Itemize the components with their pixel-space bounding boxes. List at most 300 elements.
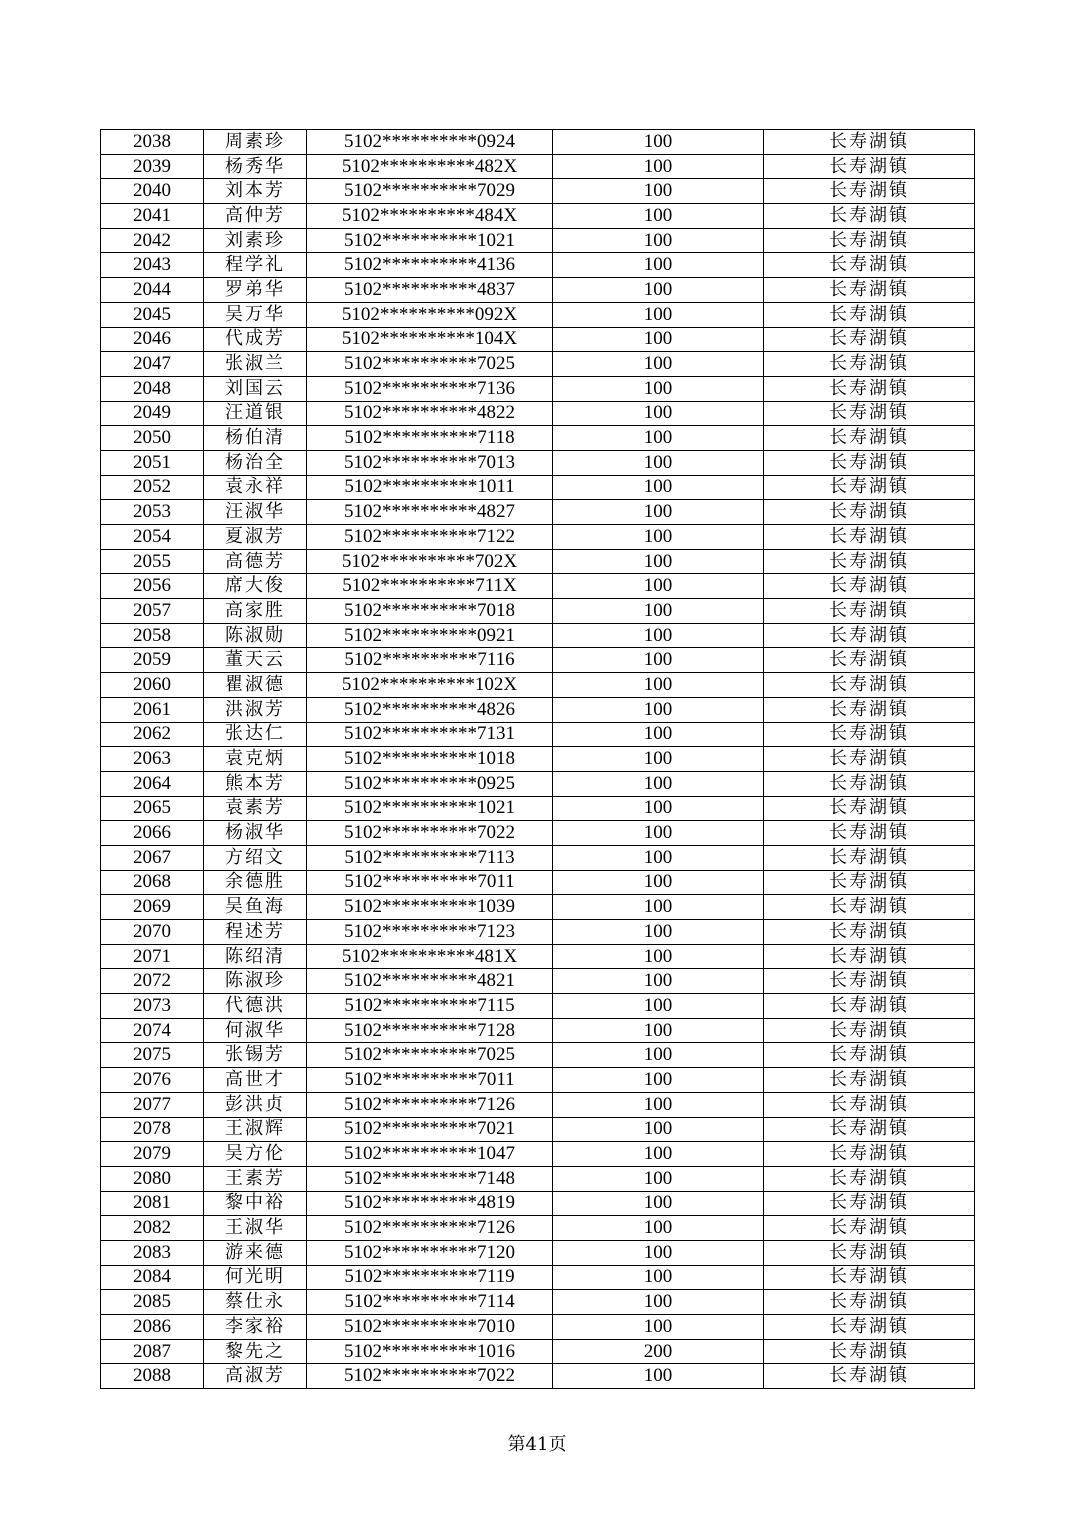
row-number-cell: 2065 bbox=[101, 796, 204, 821]
amount-cell: 100 bbox=[553, 450, 764, 475]
id-number-cell: 5102**********1018 bbox=[307, 747, 553, 772]
town-cell: 长寿湖镇 bbox=[764, 722, 975, 747]
id-number-cell: 5102**********0925 bbox=[307, 771, 553, 796]
amount-cell: 100 bbox=[553, 821, 764, 846]
row-number-cell: 2049 bbox=[101, 401, 204, 426]
amount-cell: 100 bbox=[553, 204, 764, 229]
table-row bbox=[101, 302, 975, 327]
table-row bbox=[101, 278, 975, 303]
table-row bbox=[101, 1068, 975, 1093]
name-cell: 吴万华 bbox=[204, 302, 307, 327]
row-number-cell: 2077 bbox=[101, 1092, 204, 1117]
name-cell: 代成芳 bbox=[204, 327, 307, 352]
id-number-cell: 5102**********7123 bbox=[307, 920, 553, 945]
amount-cell: 100 bbox=[553, 1142, 764, 1167]
town-cell: 长寿湖镇 bbox=[764, 549, 975, 574]
table-row bbox=[101, 648, 975, 673]
name-cell: 陈绍清 bbox=[204, 944, 307, 969]
row-number-cell: 2059 bbox=[101, 648, 204, 673]
row-number-cell: 2055 bbox=[101, 549, 204, 574]
roster-table-body bbox=[101, 130, 975, 1389]
table-row bbox=[101, 697, 975, 722]
row-number-cell: 2057 bbox=[101, 599, 204, 624]
row-number-cell: 2067 bbox=[101, 845, 204, 870]
row-number-cell: 2073 bbox=[101, 994, 204, 1019]
amount-cell: 100 bbox=[553, 1315, 764, 1340]
name-cell: 夏淑芳 bbox=[204, 525, 307, 550]
row-number-cell: 2075 bbox=[101, 1043, 204, 1068]
amount-cell: 100 bbox=[553, 599, 764, 624]
name-cell: 张锡芳 bbox=[204, 1043, 307, 1068]
id-number-cell: 5102**********7025 bbox=[307, 1043, 553, 1068]
row-number-cell: 2085 bbox=[101, 1290, 204, 1315]
amount-cell: 200 bbox=[553, 1339, 764, 1364]
row-number-cell: 2074 bbox=[101, 1018, 204, 1043]
table-row bbox=[101, 1364, 975, 1389]
table-row bbox=[101, 525, 975, 550]
table-row bbox=[101, 1142, 975, 1167]
amount-cell: 100 bbox=[553, 673, 764, 698]
amount-cell: 100 bbox=[553, 228, 764, 253]
town-cell: 长寿湖镇 bbox=[764, 1216, 975, 1241]
id-number-cell: 5102**********7122 bbox=[307, 525, 553, 550]
row-number-cell: 2058 bbox=[101, 623, 204, 648]
name-cell: 王淑辉 bbox=[204, 1117, 307, 1142]
town-cell: 长寿湖镇 bbox=[764, 1018, 975, 1043]
name-cell: 余德胜 bbox=[204, 870, 307, 895]
table-row bbox=[101, 969, 975, 994]
id-number-cell: 5102**********1021 bbox=[307, 796, 553, 821]
id-number-cell: 5102**********482X bbox=[307, 154, 553, 179]
table-row bbox=[101, 796, 975, 821]
row-number-cell: 2069 bbox=[101, 895, 204, 920]
row-number-cell: 2068 bbox=[101, 870, 204, 895]
town-cell: 长寿湖镇 bbox=[764, 697, 975, 722]
row-number-cell: 2038 bbox=[101, 130, 204, 155]
town-cell: 长寿湖镇 bbox=[764, 870, 975, 895]
id-number-cell: 5102**********4837 bbox=[307, 278, 553, 303]
name-cell: 高德芳 bbox=[204, 549, 307, 574]
town-cell: 长寿湖镇 bbox=[764, 327, 975, 352]
table-row bbox=[101, 549, 975, 574]
row-number-cell: 2061 bbox=[101, 697, 204, 722]
name-cell: 彭洪贞 bbox=[204, 1092, 307, 1117]
table-row bbox=[101, 426, 975, 451]
row-number-cell: 2045 bbox=[101, 302, 204, 327]
name-cell: 董天云 bbox=[204, 648, 307, 673]
amount-cell: 100 bbox=[553, 549, 764, 574]
name-cell: 杨淑华 bbox=[204, 821, 307, 846]
amount-cell: 100 bbox=[553, 845, 764, 870]
table-row bbox=[101, 821, 975, 846]
town-cell: 长寿湖镇 bbox=[764, 401, 975, 426]
amount-cell: 100 bbox=[553, 1043, 764, 1068]
town-cell: 长寿湖镇 bbox=[764, 475, 975, 500]
id-number-cell: 5102**********7120 bbox=[307, 1240, 553, 1265]
table-row bbox=[101, 722, 975, 747]
name-cell: 熊本芳 bbox=[204, 771, 307, 796]
table-row bbox=[101, 1166, 975, 1191]
row-number-cell: 2064 bbox=[101, 771, 204, 796]
row-number-cell: 2086 bbox=[101, 1315, 204, 1340]
name-cell: 刘国云 bbox=[204, 376, 307, 401]
row-number-cell: 2054 bbox=[101, 525, 204, 550]
table-row bbox=[101, 771, 975, 796]
amount-cell: 100 bbox=[553, 722, 764, 747]
town-cell: 长寿湖镇 bbox=[764, 1265, 975, 1290]
row-number-cell: 2083 bbox=[101, 1240, 204, 1265]
row-number-cell: 2051 bbox=[101, 450, 204, 475]
name-cell: 张淑兰 bbox=[204, 352, 307, 377]
amount-cell: 100 bbox=[553, 1191, 764, 1216]
name-cell: 李家裕 bbox=[204, 1315, 307, 1340]
row-number-cell: 2039 bbox=[101, 154, 204, 179]
id-number-cell: 5102**********4136 bbox=[307, 253, 553, 278]
id-number-cell: 5102**********7119 bbox=[307, 1265, 553, 1290]
town-cell: 长寿湖镇 bbox=[764, 1191, 975, 1216]
row-number-cell: 2079 bbox=[101, 1142, 204, 1167]
table-row bbox=[101, 130, 975, 155]
id-number-cell: 5102**********7136 bbox=[307, 376, 553, 401]
name-cell: 瞿淑德 bbox=[204, 673, 307, 698]
table-row bbox=[101, 870, 975, 895]
name-cell: 张达仁 bbox=[204, 722, 307, 747]
name-cell: 杨秀华 bbox=[204, 154, 307, 179]
name-cell: 袁永祥 bbox=[204, 475, 307, 500]
row-number-cell: 2041 bbox=[101, 204, 204, 229]
town-cell: 长寿湖镇 bbox=[764, 1166, 975, 1191]
amount-cell: 100 bbox=[553, 475, 764, 500]
id-number-cell: 5102**********7029 bbox=[307, 179, 553, 204]
table-row bbox=[101, 1018, 975, 1043]
town-cell: 长寿湖镇 bbox=[764, 352, 975, 377]
town-cell: 长寿湖镇 bbox=[764, 1142, 975, 1167]
amount-cell: 100 bbox=[553, 1166, 764, 1191]
amount-cell: 100 bbox=[553, 623, 764, 648]
town-cell: 长寿湖镇 bbox=[764, 1117, 975, 1142]
town-cell: 长寿湖镇 bbox=[764, 500, 975, 525]
id-number-cell: 5102**********7128 bbox=[307, 1018, 553, 1043]
amount-cell: 100 bbox=[553, 500, 764, 525]
table-row bbox=[101, 327, 975, 352]
row-number-cell: 2080 bbox=[101, 1166, 204, 1191]
town-cell: 长寿湖镇 bbox=[764, 747, 975, 772]
name-cell: 代德洪 bbox=[204, 994, 307, 1019]
table-row bbox=[101, 920, 975, 945]
name-cell: 黎中裕 bbox=[204, 1191, 307, 1216]
id-number-cell: 5102**********7022 bbox=[307, 1364, 553, 1389]
id-number-cell: 5102**********4819 bbox=[307, 1191, 553, 1216]
name-cell: 汪道银 bbox=[204, 401, 307, 426]
id-number-cell: 5102**********0921 bbox=[307, 623, 553, 648]
town-cell: 长寿湖镇 bbox=[764, 179, 975, 204]
amount-cell: 100 bbox=[553, 648, 764, 673]
name-cell: 杨伯清 bbox=[204, 426, 307, 451]
amount-cell: 100 bbox=[553, 327, 764, 352]
row-number-cell: 2044 bbox=[101, 278, 204, 303]
table-row bbox=[101, 1315, 975, 1340]
town-cell: 长寿湖镇 bbox=[764, 673, 975, 698]
row-number-cell: 2040 bbox=[101, 179, 204, 204]
table-row bbox=[101, 450, 975, 475]
id-number-cell: 5102**********7010 bbox=[307, 1315, 553, 1340]
roster-table bbox=[100, 129, 975, 1389]
table-row bbox=[101, 253, 975, 278]
row-number-cell: 2042 bbox=[101, 228, 204, 253]
id-number-cell: 5102**********4827 bbox=[307, 500, 553, 525]
name-cell: 王素芳 bbox=[204, 1166, 307, 1191]
name-cell: 刘本芳 bbox=[204, 179, 307, 204]
town-cell: 长寿湖镇 bbox=[764, 845, 975, 870]
amount-cell: 100 bbox=[553, 130, 764, 155]
table-row bbox=[101, 401, 975, 426]
id-number-cell: 5102**********7126 bbox=[307, 1092, 553, 1117]
town-cell: 长寿湖镇 bbox=[764, 1315, 975, 1340]
row-number-cell: 2046 bbox=[101, 327, 204, 352]
town-cell: 长寿湖镇 bbox=[764, 944, 975, 969]
amount-cell: 100 bbox=[553, 969, 764, 994]
town-cell: 长寿湖镇 bbox=[764, 1339, 975, 1364]
amount-cell: 100 bbox=[553, 1265, 764, 1290]
name-cell: 周素珍 bbox=[204, 130, 307, 155]
row-number-cell: 2070 bbox=[101, 920, 204, 945]
amount-cell: 100 bbox=[553, 352, 764, 377]
table-row bbox=[101, 376, 975, 401]
id-number-cell: 5102**********1021 bbox=[307, 228, 553, 253]
row-number-cell: 2063 bbox=[101, 747, 204, 772]
id-number-cell: 5102**********1039 bbox=[307, 895, 553, 920]
id-number-cell: 5102**********7148 bbox=[307, 1166, 553, 1191]
row-number-cell: 2060 bbox=[101, 673, 204, 698]
table-row bbox=[101, 475, 975, 500]
amount-cell: 100 bbox=[553, 426, 764, 451]
amount-cell: 100 bbox=[553, 1290, 764, 1315]
amount-cell: 100 bbox=[553, 525, 764, 550]
id-number-cell: 5102**********4826 bbox=[307, 697, 553, 722]
town-cell: 长寿湖镇 bbox=[764, 648, 975, 673]
name-cell: 蔡仕永 bbox=[204, 1290, 307, 1315]
table-row bbox=[101, 500, 975, 525]
name-cell: 袁克炳 bbox=[204, 747, 307, 772]
row-number-cell: 2047 bbox=[101, 352, 204, 377]
town-cell: 长寿湖镇 bbox=[764, 1364, 975, 1389]
row-number-cell: 2084 bbox=[101, 1265, 204, 1290]
row-number-cell: 2056 bbox=[101, 574, 204, 599]
table-row bbox=[101, 944, 975, 969]
id-number-cell: 5102**********1047 bbox=[307, 1142, 553, 1167]
table-row bbox=[101, 747, 975, 772]
name-cell: 程述芳 bbox=[204, 920, 307, 945]
table-row bbox=[101, 1191, 975, 1216]
id-number-cell: 5102**********7118 bbox=[307, 426, 553, 451]
amount-cell: 100 bbox=[553, 1092, 764, 1117]
id-number-cell: 5102**********7011 bbox=[307, 870, 553, 895]
town-cell: 长寿湖镇 bbox=[764, 426, 975, 451]
table-row bbox=[101, 179, 975, 204]
row-number-cell: 2071 bbox=[101, 944, 204, 969]
name-cell: 刘素珍 bbox=[204, 228, 307, 253]
town-cell: 长寿湖镇 bbox=[764, 623, 975, 648]
town-cell: 长寿湖镇 bbox=[764, 302, 975, 327]
town-cell: 长寿湖镇 bbox=[764, 154, 975, 179]
amount-cell: 100 bbox=[553, 574, 764, 599]
name-cell: 杨治全 bbox=[204, 450, 307, 475]
id-number-cell: 5102**********7126 bbox=[307, 1216, 553, 1241]
table-row bbox=[101, 673, 975, 698]
name-cell: 何淑华 bbox=[204, 1018, 307, 1043]
id-number-cell: 5102**********484X bbox=[307, 204, 553, 229]
id-number-cell: 5102**********1011 bbox=[307, 475, 553, 500]
town-cell: 长寿湖镇 bbox=[764, 994, 975, 1019]
row-number-cell: 2043 bbox=[101, 253, 204, 278]
amount-cell: 100 bbox=[553, 747, 764, 772]
town-cell: 长寿湖镇 bbox=[764, 1092, 975, 1117]
town-cell: 长寿湖镇 bbox=[764, 450, 975, 475]
name-cell: 高世才 bbox=[204, 1068, 307, 1093]
table-row bbox=[101, 994, 975, 1019]
amount-cell: 100 bbox=[553, 302, 764, 327]
amount-cell: 100 bbox=[553, 697, 764, 722]
table-row bbox=[101, 895, 975, 920]
amount-cell: 100 bbox=[553, 870, 764, 895]
table-row bbox=[101, 1117, 975, 1142]
row-number-cell: 2062 bbox=[101, 722, 204, 747]
id-number-cell: 5102**********7013 bbox=[307, 450, 553, 475]
name-cell: 吴方伦 bbox=[204, 1142, 307, 1167]
town-cell: 长寿湖镇 bbox=[764, 130, 975, 155]
id-number-cell: 5102**********4822 bbox=[307, 401, 553, 426]
amount-cell: 100 bbox=[553, 278, 764, 303]
id-number-cell: 5102**********7131 bbox=[307, 722, 553, 747]
id-number-cell: 5102**********7116 bbox=[307, 648, 553, 673]
amount-cell: 100 bbox=[553, 179, 764, 204]
town-cell: 长寿湖镇 bbox=[764, 278, 975, 303]
row-number-cell: 2076 bbox=[101, 1068, 204, 1093]
town-cell: 长寿湖镇 bbox=[764, 1290, 975, 1315]
town-cell: 长寿湖镇 bbox=[764, 1240, 975, 1265]
row-number-cell: 2066 bbox=[101, 821, 204, 846]
row-number-cell: 2072 bbox=[101, 969, 204, 994]
id-number-cell: 5102**********092X bbox=[307, 302, 553, 327]
amount-cell: 100 bbox=[553, 920, 764, 945]
row-number-cell: 2053 bbox=[101, 500, 204, 525]
town-cell: 长寿湖镇 bbox=[764, 920, 975, 945]
page-number: 第41页 bbox=[507, 1434, 567, 1455]
town-cell: 长寿湖镇 bbox=[764, 1043, 975, 1068]
table-row bbox=[101, 1043, 975, 1068]
id-number-cell: 5102**********7018 bbox=[307, 599, 553, 624]
name-cell: 高淑芳 bbox=[204, 1364, 307, 1389]
amount-cell: 100 bbox=[553, 895, 764, 920]
town-cell: 长寿湖镇 bbox=[764, 525, 975, 550]
name-cell: 黎先之 bbox=[204, 1339, 307, 1364]
amount-cell: 100 bbox=[553, 1018, 764, 1043]
row-number-cell: 2048 bbox=[101, 376, 204, 401]
town-cell: 长寿湖镇 bbox=[764, 204, 975, 229]
name-cell: 吴鱼海 bbox=[204, 895, 307, 920]
table-row bbox=[101, 1240, 975, 1265]
town-cell: 长寿湖镇 bbox=[764, 599, 975, 624]
row-number-cell: 2082 bbox=[101, 1216, 204, 1241]
row-number-cell: 2050 bbox=[101, 426, 204, 451]
table-row bbox=[101, 599, 975, 624]
table-row bbox=[101, 1216, 975, 1241]
town-cell: 长寿湖镇 bbox=[764, 895, 975, 920]
table-row bbox=[101, 228, 975, 253]
row-number-cell: 2081 bbox=[101, 1191, 204, 1216]
town-cell: 长寿湖镇 bbox=[764, 253, 975, 278]
town-cell: 长寿湖镇 bbox=[764, 821, 975, 846]
amount-cell: 100 bbox=[553, 1240, 764, 1265]
table-row bbox=[101, 1092, 975, 1117]
name-cell: 何光明 bbox=[204, 1265, 307, 1290]
name-cell: 罗弟华 bbox=[204, 278, 307, 303]
id-number-cell: 5102**********7113 bbox=[307, 845, 553, 870]
id-number-cell: 5102**********102X bbox=[307, 673, 553, 698]
amount-cell: 100 bbox=[553, 1216, 764, 1241]
town-cell: 长寿湖镇 bbox=[764, 574, 975, 599]
table-row bbox=[101, 574, 975, 599]
town-cell: 长寿湖镇 bbox=[764, 969, 975, 994]
id-number-cell: 5102**********481X bbox=[307, 944, 553, 969]
name-cell: 陈淑勋 bbox=[204, 623, 307, 648]
name-cell: 袁素芳 bbox=[204, 796, 307, 821]
town-cell: 长寿湖镇 bbox=[764, 1068, 975, 1093]
town-cell: 长寿湖镇 bbox=[764, 376, 975, 401]
name-cell: 方绍文 bbox=[204, 845, 307, 870]
amount-cell: 100 bbox=[553, 1117, 764, 1142]
id-number-cell: 5102**********7115 bbox=[307, 994, 553, 1019]
amount-cell: 100 bbox=[553, 401, 764, 426]
name-cell: 席大俊 bbox=[204, 574, 307, 599]
amount-cell: 100 bbox=[553, 154, 764, 179]
row-number-cell: 2088 bbox=[101, 1364, 204, 1389]
amount-cell: 100 bbox=[553, 376, 764, 401]
id-number-cell: 5102**********711X bbox=[307, 574, 553, 599]
row-number-cell: 2087 bbox=[101, 1339, 204, 1364]
name-cell: 洪淑芳 bbox=[204, 697, 307, 722]
table-row bbox=[101, 1265, 975, 1290]
name-cell: 高仲芳 bbox=[204, 204, 307, 229]
town-cell: 长寿湖镇 bbox=[764, 771, 975, 796]
name-cell: 汪淑华 bbox=[204, 500, 307, 525]
id-number-cell: 5102**********7011 bbox=[307, 1068, 553, 1093]
id-number-cell: 5102**********4821 bbox=[307, 969, 553, 994]
name-cell: 游来德 bbox=[204, 1240, 307, 1265]
amount-cell: 100 bbox=[553, 944, 764, 969]
town-cell: 长寿湖镇 bbox=[764, 228, 975, 253]
table-row bbox=[101, 1290, 975, 1315]
amount-cell: 100 bbox=[553, 1364, 764, 1389]
table-row bbox=[101, 623, 975, 648]
name-cell: 高家胜 bbox=[204, 599, 307, 624]
row-number-cell: 2052 bbox=[101, 475, 204, 500]
table-row bbox=[101, 845, 975, 870]
amount-cell: 100 bbox=[553, 994, 764, 1019]
id-number-cell: 5102**********0924 bbox=[307, 130, 553, 155]
amount-cell: 100 bbox=[553, 1068, 764, 1093]
name-cell: 程学礼 bbox=[204, 253, 307, 278]
amount-cell: 100 bbox=[553, 771, 764, 796]
table-row bbox=[101, 154, 975, 179]
amount-cell: 100 bbox=[553, 253, 764, 278]
town-cell: 长寿湖镇 bbox=[764, 796, 975, 821]
name-cell: 王淑华 bbox=[204, 1216, 307, 1241]
row-number-cell: 2078 bbox=[101, 1117, 204, 1142]
id-number-cell: 5102**********7025 bbox=[307, 352, 553, 377]
table-row bbox=[101, 1339, 975, 1364]
id-number-cell: 5102**********7021 bbox=[307, 1117, 553, 1142]
